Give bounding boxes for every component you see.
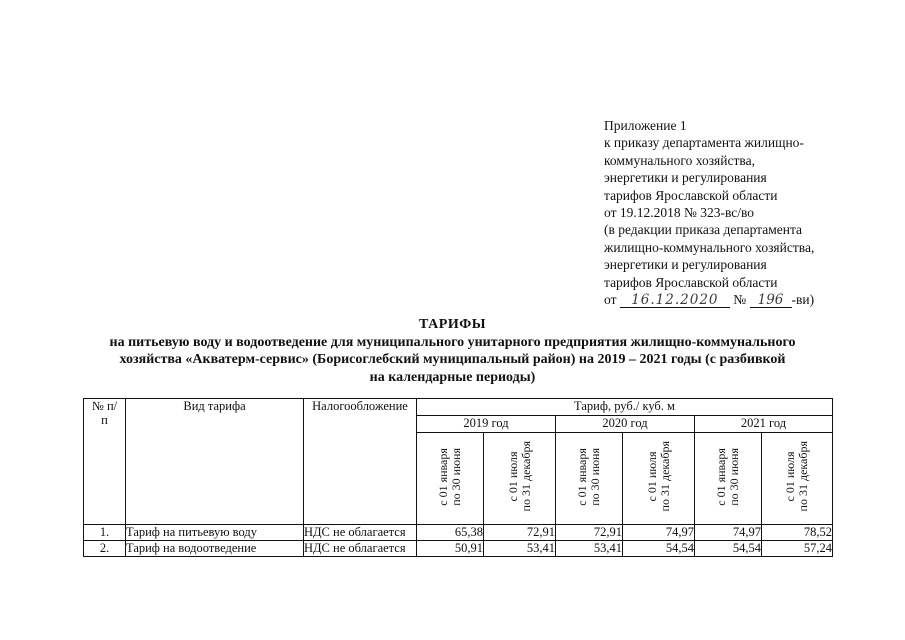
title-main: ТАРИФЫ: [419, 317, 486, 332]
row-value: 78,52: [762, 525, 833, 541]
title-line-3: на календарные периоды): [369, 369, 536, 385]
header-period: с 01 января по 30 июня: [417, 433, 484, 525]
appendix-last-line: [604, 291, 814, 308]
appendix-line: энергетики и регулирования: [604, 170, 767, 186]
appendix-line: тарифов Ярославской области: [604, 274, 778, 290]
header-year-2020: 2020 год: [556, 416, 695, 433]
appendix-line: Приложение 1: [604, 118, 687, 133]
row-value: 57,24: [762, 541, 833, 557]
row-value: 54,54: [695, 541, 762, 557]
row-value: 74,97: [695, 525, 762, 541]
header-type: Вид тарифа: [126, 399, 304, 525]
header-tax: Налогообложение: [304, 399, 417, 525]
table-row: [84, 525, 833, 541]
appendix-suffix: -ви): [791, 292, 815, 308]
row-value: 72,91: [484, 525, 556, 541]
row-value: 54,54: [623, 541, 695, 557]
appendix-line: тарифов Ярославской области: [604, 187, 778, 203]
header-period: с 01 июля по 31 декабря: [484, 433, 556, 525]
appendix-line: (в редакции приказа департамента: [604, 222, 803, 238]
title-line-2: хозяйства «Акватерм-сервис» (Борисоглебский муниципальный район) на 2019 – 2021 годы (с разбивкой: [119, 352, 786, 367]
handwritten-number: 196: [750, 293, 792, 308]
row-tax: НДС не облагается: [304, 541, 417, 557]
header-year-2019: 2019 год: [417, 416, 556, 433]
row-value: 53,41: [484, 541, 556, 557]
appendix-block: [604, 117, 814, 308]
header-period: с 01 января по 30 июня: [695, 433, 762, 525]
appendix-line: жилищно-коммунального хозяйства,: [604, 239, 815, 255]
row-value: 65,38: [417, 525, 484, 541]
appendix-prefix: от: [604, 292, 617, 308]
number-sign: №: [733, 292, 747, 308]
row-value: 53,41: [556, 541, 623, 557]
appendix-line: энергетики и регулирования: [604, 257, 767, 273]
tariff-table: [83, 398, 833, 557]
title-line-1: на питьевую воду и водоотведение для муниципального унитарного предприятия жилищно-коммунального: [109, 334, 796, 350]
handwritten-date: 16.12.2020: [620, 293, 730, 308]
row-number: 2.: [84, 541, 126, 557]
row-value: 50,91: [417, 541, 484, 557]
header-period: с 01 июля по 31 декабря: [623, 433, 695, 525]
header-number: № п/п: [84, 399, 126, 525]
appendix-line: коммунального хозяйства,: [604, 152, 755, 168]
row-tax: НДС не облагается: [304, 525, 417, 541]
appendix-line: от 19.12.2018 № 323-вс/во: [604, 205, 755, 221]
row-type: Тариф на водоотведение: [126, 541, 304, 557]
row-value: 74,97: [623, 525, 695, 541]
table-row: [84, 541, 833, 557]
document-title: [0, 316, 905, 386]
row-value: 72,91: [556, 525, 623, 541]
header-tariff: Тариф, руб./ куб. м: [417, 399, 833, 416]
row-number: 1.: [84, 525, 126, 541]
appendix-line: к приказу департамента жилищно-: [604, 135, 804, 151]
row-type: Тариф на питьевую воду: [126, 525, 304, 541]
header-period: с 01 июля по 31 декабря: [762, 433, 833, 525]
header-period: с 01 января по 30 июня: [556, 433, 623, 525]
header-year-2021: 2021 год: [695, 416, 833, 433]
